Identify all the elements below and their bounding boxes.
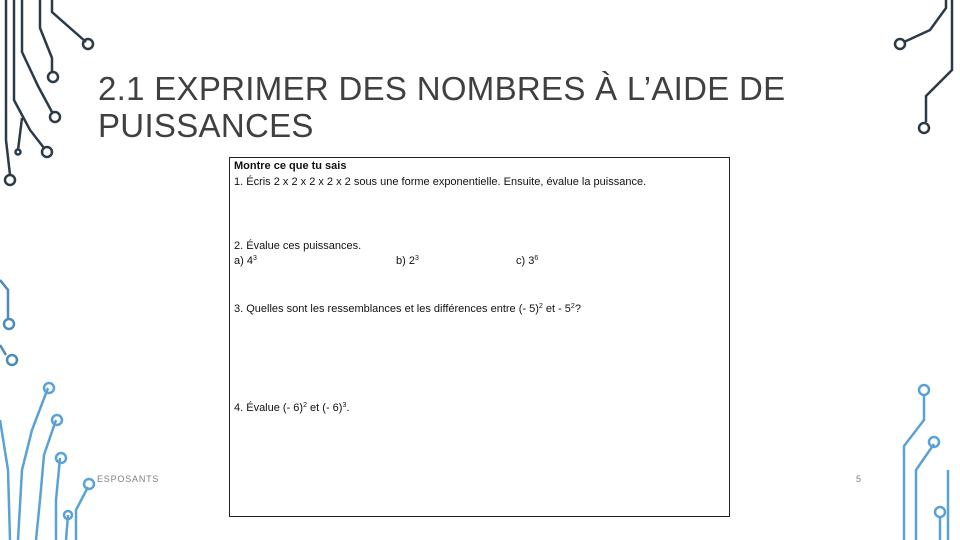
worksheet-heading: Montre ce que tu sais — [234, 160, 347, 172]
question-2b-base: b) 2 — [396, 255, 415, 267]
question-4-text-1: 4. Évalue (- 6) — [234, 402, 304, 414]
question-4-exponent-2: 3 — [342, 402, 347, 409]
question-4-text-2: et (- 6) — [307, 402, 343, 414]
question-4-text-3: . — [346, 402, 350, 414]
question-3-exponent-2: 2 — [570, 303, 575, 310]
question-2a — [234, 255, 257, 267]
question-2c-exponent: 6 — [534, 255, 539, 262]
question-4 — [234, 402, 349, 414]
question-2b — [396, 255, 419, 267]
question-2a-exponent: 3 — [252, 255, 257, 262]
worksheet-image — [229, 157, 730, 517]
slide-title-line-2: PUISSANCES — [98, 107, 314, 144]
question-3-exponent-1: 2 — [538, 303, 543, 310]
question-3-text-1: 3. Quelles sont les ressemblances et les différences entre (- 5) — [234, 303, 539, 315]
question-1: 1. Écris 2 x 2 x 2 x 2 x 2 sous une forme exponentielle. Ensuite, évalue la puissance. — [234, 176, 647, 188]
question-3 — [234, 303, 581, 315]
question-2c — [516, 255, 538, 267]
footer-text: ESPOSANTS — [97, 474, 160, 484]
slide-title-line-1: 2.1 EXPRIMER DES NOMBRES À L’AIDE DE — [98, 70, 786, 107]
question-2b-exponent: 3 — [414, 255, 419, 262]
question-2c-base: c) 3 — [516, 255, 535, 267]
question-2: 2. Évalue ces puissances. — [234, 240, 362, 252]
question-2a-base: a) 4 — [234, 255, 253, 267]
slide-title — [98, 70, 878, 144]
page-number: 5 — [856, 474, 862, 484]
question-3-text-3: ? — [574, 303, 581, 315]
question-3-text-2: et - 5 — [542, 303, 571, 315]
question-4-exponent-1: 2 — [303, 402, 307, 409]
